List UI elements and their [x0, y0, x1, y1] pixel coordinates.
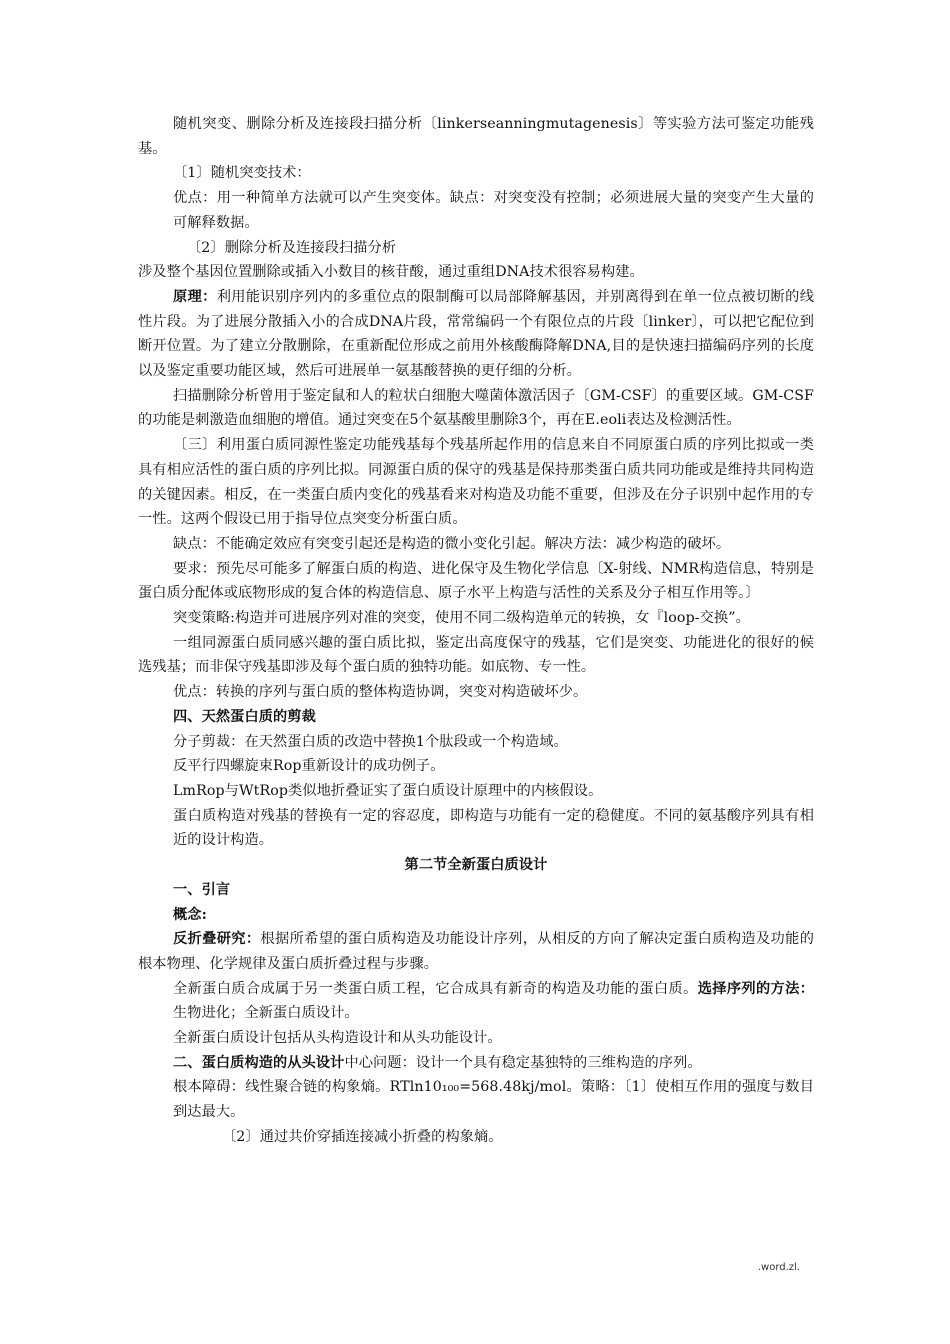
text-run: 〔1〕随机突变技术：	[173, 165, 311, 182]
text-run: 全新蛋白质合成属于另一类蛋白质工程，它合成具有新奇的构造及功能的蛋白质。	[173, 980, 698, 997]
paragraph	[138, 878, 814, 903]
paragraph	[138, 606, 814, 631]
text-run: 生物进化；全新蛋白质设计。	[173, 1005, 359, 1022]
paragraph	[138, 557, 814, 606]
text-run: 〔2〕删除分析及连接段扫描分析	[187, 239, 397, 256]
bold-run: 第二节全新蛋白质设计	[404, 857, 548, 874]
text-run: 反平行四螺旋束Rop重新设计的成功例子。	[173, 758, 445, 775]
paragraph	[138, 779, 814, 804]
page-footer: .word.zl.	[757, 1262, 800, 1273]
text-run: 随机突变、删除分析及连接段扫描分析〔linkerseanningmutagenesis〕等实验方法可鉴定功能残基。	[138, 116, 814, 157]
text-run: 缺点：不能确定效应有突变引起还是构造的微小变化引起。解决方法：减少构造的破坏。	[173, 535, 731, 552]
text-run: 一组同源蛋白质同感兴趣的蛋白质比拟，鉴定出高度保守的残基，它们是突变、功能进化的很好的候选残基；而非保守残基即涉及每个蛋白质的独特功能。如底物、专一性。	[138, 634, 814, 676]
paragraph	[138, 433, 814, 532]
bold-run: 二、蛋白质构造的从头设计	[173, 1054, 345, 1071]
text-run: 根本障碍：线性聚合链的构象熵。RTln10₁₀₀=568.48kj/mol。策略：〔1〕使相互作用的强度与数目到达最大。	[173, 1079, 814, 1121]
text-run: 突变策略:构造并可进展序列对准的突变，使用不同二级构造单元的转换，女『loop-交换”。	[173, 610, 750, 627]
paragraph	[138, 680, 814, 705]
text-run: 分子剪裁：在天然蛋白质的改造中替换1个肽段或一个构造域。	[173, 733, 568, 750]
paragraph	[138, 977, 814, 1026]
bold-run: 概念:	[173, 906, 207, 923]
paragraph	[138, 260, 814, 285]
paragraph	[138, 236, 814, 261]
bold-run: 四、天然蛋白质的剪裁	[173, 708, 316, 725]
text-run: 要求：预先尽可能多了解蛋白质的构造、进化保守及生物化学信息〔X-射线、NMR构造信息，特别是蛋白质分配体或底物形成的复合体的构造信息、原子水平上构造与活性的关系及分子相互作用等。〕	[138, 560, 814, 602]
paragraph	[138, 1075, 814, 1124]
paragraph	[138, 1026, 814, 1051]
bold-run: 一、引言	[173, 881, 231, 898]
paragraph	[138, 804, 814, 853]
text-run: 全新蛋白质设计包括从头构造设计和从头功能设计。	[173, 1030, 502, 1047]
paragraph	[138, 903, 814, 928]
paragraph	[138, 754, 814, 779]
paragraph	[138, 1051, 814, 1076]
text-run: 扫描删除分析曾用于鉴定鼠和人的粒状白细胞大噬菌体激活因子〔GM-CSF〕的重要区域。GM-CSF的功能是刺激造血细胞的增值。通过突变在5个氨基酸里删除3个，再在E.eoli表达及检测活性。	[138, 387, 814, 429]
text-run: 〔2〕通过共价穿插连接减小折叠的构象熵。	[222, 1128, 503, 1145]
document-body	[138, 112, 814, 1150]
text-run: 蛋白质构造对残基的替换有一定的容忍度，即构造与功能有一定的稳健度。不同的氨基酸序列具有相近的设计构造。	[173, 807, 814, 849]
text-run: 涉及整个基因位置删除或插入小数目的核苷酸，通过重组DNA技术很容易构建。	[138, 264, 644, 281]
paragraph	[138, 1125, 814, 1150]
paragraph	[138, 730, 814, 755]
text-run: 优点：转换的序列与蛋白质的整体构造协调，突变对构造破坏少。	[173, 684, 588, 701]
paragraph	[138, 285, 814, 384]
paragraph	[138, 927, 814, 976]
paragraph	[138, 112, 814, 161]
text-run: 利用能识别序列内的多重位点的限制酶可以局部降解基因，并别离得到在单一位点被切断的线性片段。为了进展分散插入小的合成DNA片段，常常编码一个有限位点的片段〔linker〕，可以把它配位到断开位置。为了建立分散删除，在重新配位形成之前用外核酸酶降解DNA,目的是快速扫描编码序列的长度以及鉴定重要功能区域，然后可进展单一氨基酸替换的更仔细的分析。	[138, 288, 814, 380]
bold-run: 选择序列的方法：	[697, 980, 814, 997]
text-run: 优点：用一种简单方法就可以产生突变体。缺点：对突变没有控制；必须进展大量的突变产生大量的可解释数据。	[173, 190, 814, 231]
paragraph	[138, 161, 814, 186]
text-run: 〔三〕利用蛋白质同源性鉴定功能残基每个残基所起作用的信息来自不同原蛋白质的序列比拟或一类具有相应活性的蛋白质的序列比拟。同源蛋白质的保守的残基是保持那类蛋白质共同功能或是维持共同构造的关键因素。相反，在一类蛋白质内变化的残基看来对构造及功能不重要，但涉及在分子识别中起作用的专一性。这两个假设已用于指导位点突变分析蛋白质。	[138, 437, 814, 528]
section-heading	[138, 853, 814, 878]
paragraph	[138, 532, 814, 557]
text-run: LmRop与WtRop类似地折叠证实了蛋白质设计原理中的内核假设。	[173, 782, 603, 799]
paragraph	[138, 705, 814, 730]
text-run: 中心问题：设计一个具有稳定基独特的三维构造的序列。	[344, 1054, 702, 1071]
bold-run: 反折叠研究：	[173, 931, 261, 948]
paragraph	[138, 186, 814, 235]
text-run: 根据所希望的蛋白质构造及功能设计序列，从相反的方向了解决定蛋白质构造及功能的根本物理、化学规律及蛋白质折叠过程与步骤。	[138, 931, 814, 972]
paragraph	[138, 384, 814, 433]
paragraph	[138, 631, 814, 680]
bold-run: 原理：	[173, 288, 217, 305]
